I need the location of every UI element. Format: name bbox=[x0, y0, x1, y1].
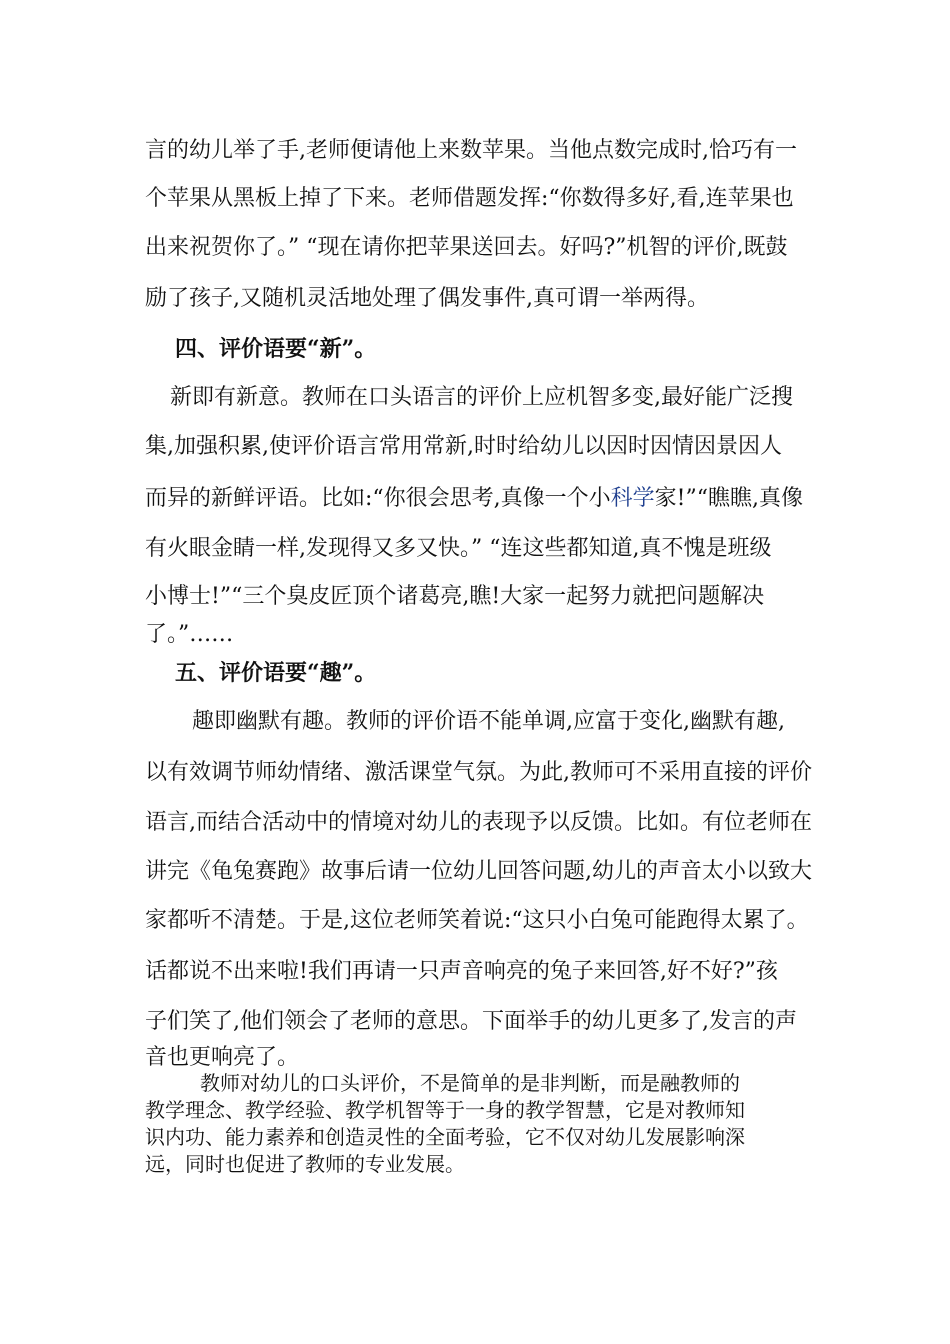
section-heading-new: 四、评价语要“新”。 bbox=[175, 336, 377, 362]
paragraph-line: 集,加强积累,使评价语言常用常新,时时给幼儿以因时因情因景因人 bbox=[145, 434, 782, 459]
paragraph-line: 家都听不清楚。于是,这位老师笑着说:“这只小白兔可能跑得太累了。 bbox=[145, 908, 809, 933]
paragraph-line: 小博士!”“三个臭皮匠顶个诸葛亮,瞧!大家一起努力就把问题解决 bbox=[145, 584, 765, 609]
paragraph-line: 音也更响亮了。 bbox=[145, 1045, 300, 1070]
paragraph-line: 有火眼金睛一样,发现得又多又快。” “连这些都知道,真不愧是班级 bbox=[145, 536, 772, 561]
section-heading-fun: 五、评价语要“趣”。 bbox=[175, 660, 377, 686]
conclusion-line: 远，同时也促进了教师的专业发展。 bbox=[145, 1152, 465, 1176]
line-text: 家!”“瞧瞧,真像 bbox=[654, 486, 804, 511]
paragraph-line: 以有效调节师幼情绪、激活课堂气氛。为此,教师可不采用直接的评价 bbox=[145, 760, 812, 785]
paragraph-line: 讲完《龟兔赛跑》故事后请一位幼儿回答问题,幼儿的声音太小以致大 bbox=[145, 859, 812, 884]
paragraph-line: 言的幼儿举了手,老师便请他上来数苹果。当他点数完成时,恰巧有一 bbox=[145, 138, 797, 163]
paragraph-line: 励了孩子,又随机灵活地处理了偶发事件,真可谓一举两得。 bbox=[145, 286, 709, 311]
paragraph-line: 趣即幽默有趣。教师的评价语不能单调,应富于变化,幽默有趣, bbox=[192, 709, 785, 734]
paragraph-line: 新即有新意。教师在口头语言的评价上应机智多变,最好能广泛搜 bbox=[170, 385, 793, 410]
paragraph-line: 了。”…… bbox=[145, 622, 234, 647]
paragraph-line: 话都说不出来啦!我们再请一只声音响亮的兔子来回答,好不好?”孩 bbox=[145, 959, 778, 984]
paragraph-line: 语言,而结合活动中的情境对幼儿的表现予以反馈。比如。有位老师在 bbox=[145, 810, 812, 835]
hyperlink-keyword[interactable]: 科学 bbox=[610, 486, 655, 511]
conclusion-line: 教师对幼儿的口头评价，不是简单的是非判断，而是融教师的 bbox=[200, 1071, 740, 1095]
paragraph-line bbox=[145, 484, 803, 514]
paragraph-line: 出来祝贺你了。” “现在请你把苹果送回去。好吗?”机智的评价,既鼓 bbox=[145, 235, 788, 260]
paragraph-line: 个苹果从黑板上掉了下来。老师借题发挥:“你数得多好,看,连苹果也 bbox=[145, 186, 794, 211]
conclusion-line: 教学理念、教学经验、教学机智等于一身的教学智慧，它是对教师知 bbox=[145, 1098, 745, 1122]
conclusion-line: 识内功、能力素养和创造灵性的全面考验，它不仅对幼儿发展影响深 bbox=[145, 1125, 745, 1149]
line-text: 而异的新鲜评语。比如:“你很会思考,真像一个小 bbox=[145, 486, 611, 511]
paragraph-line: 子们笑了,他们领会了老师的意思。下面举手的幼儿更多了,发言的声 bbox=[145, 1009, 797, 1034]
